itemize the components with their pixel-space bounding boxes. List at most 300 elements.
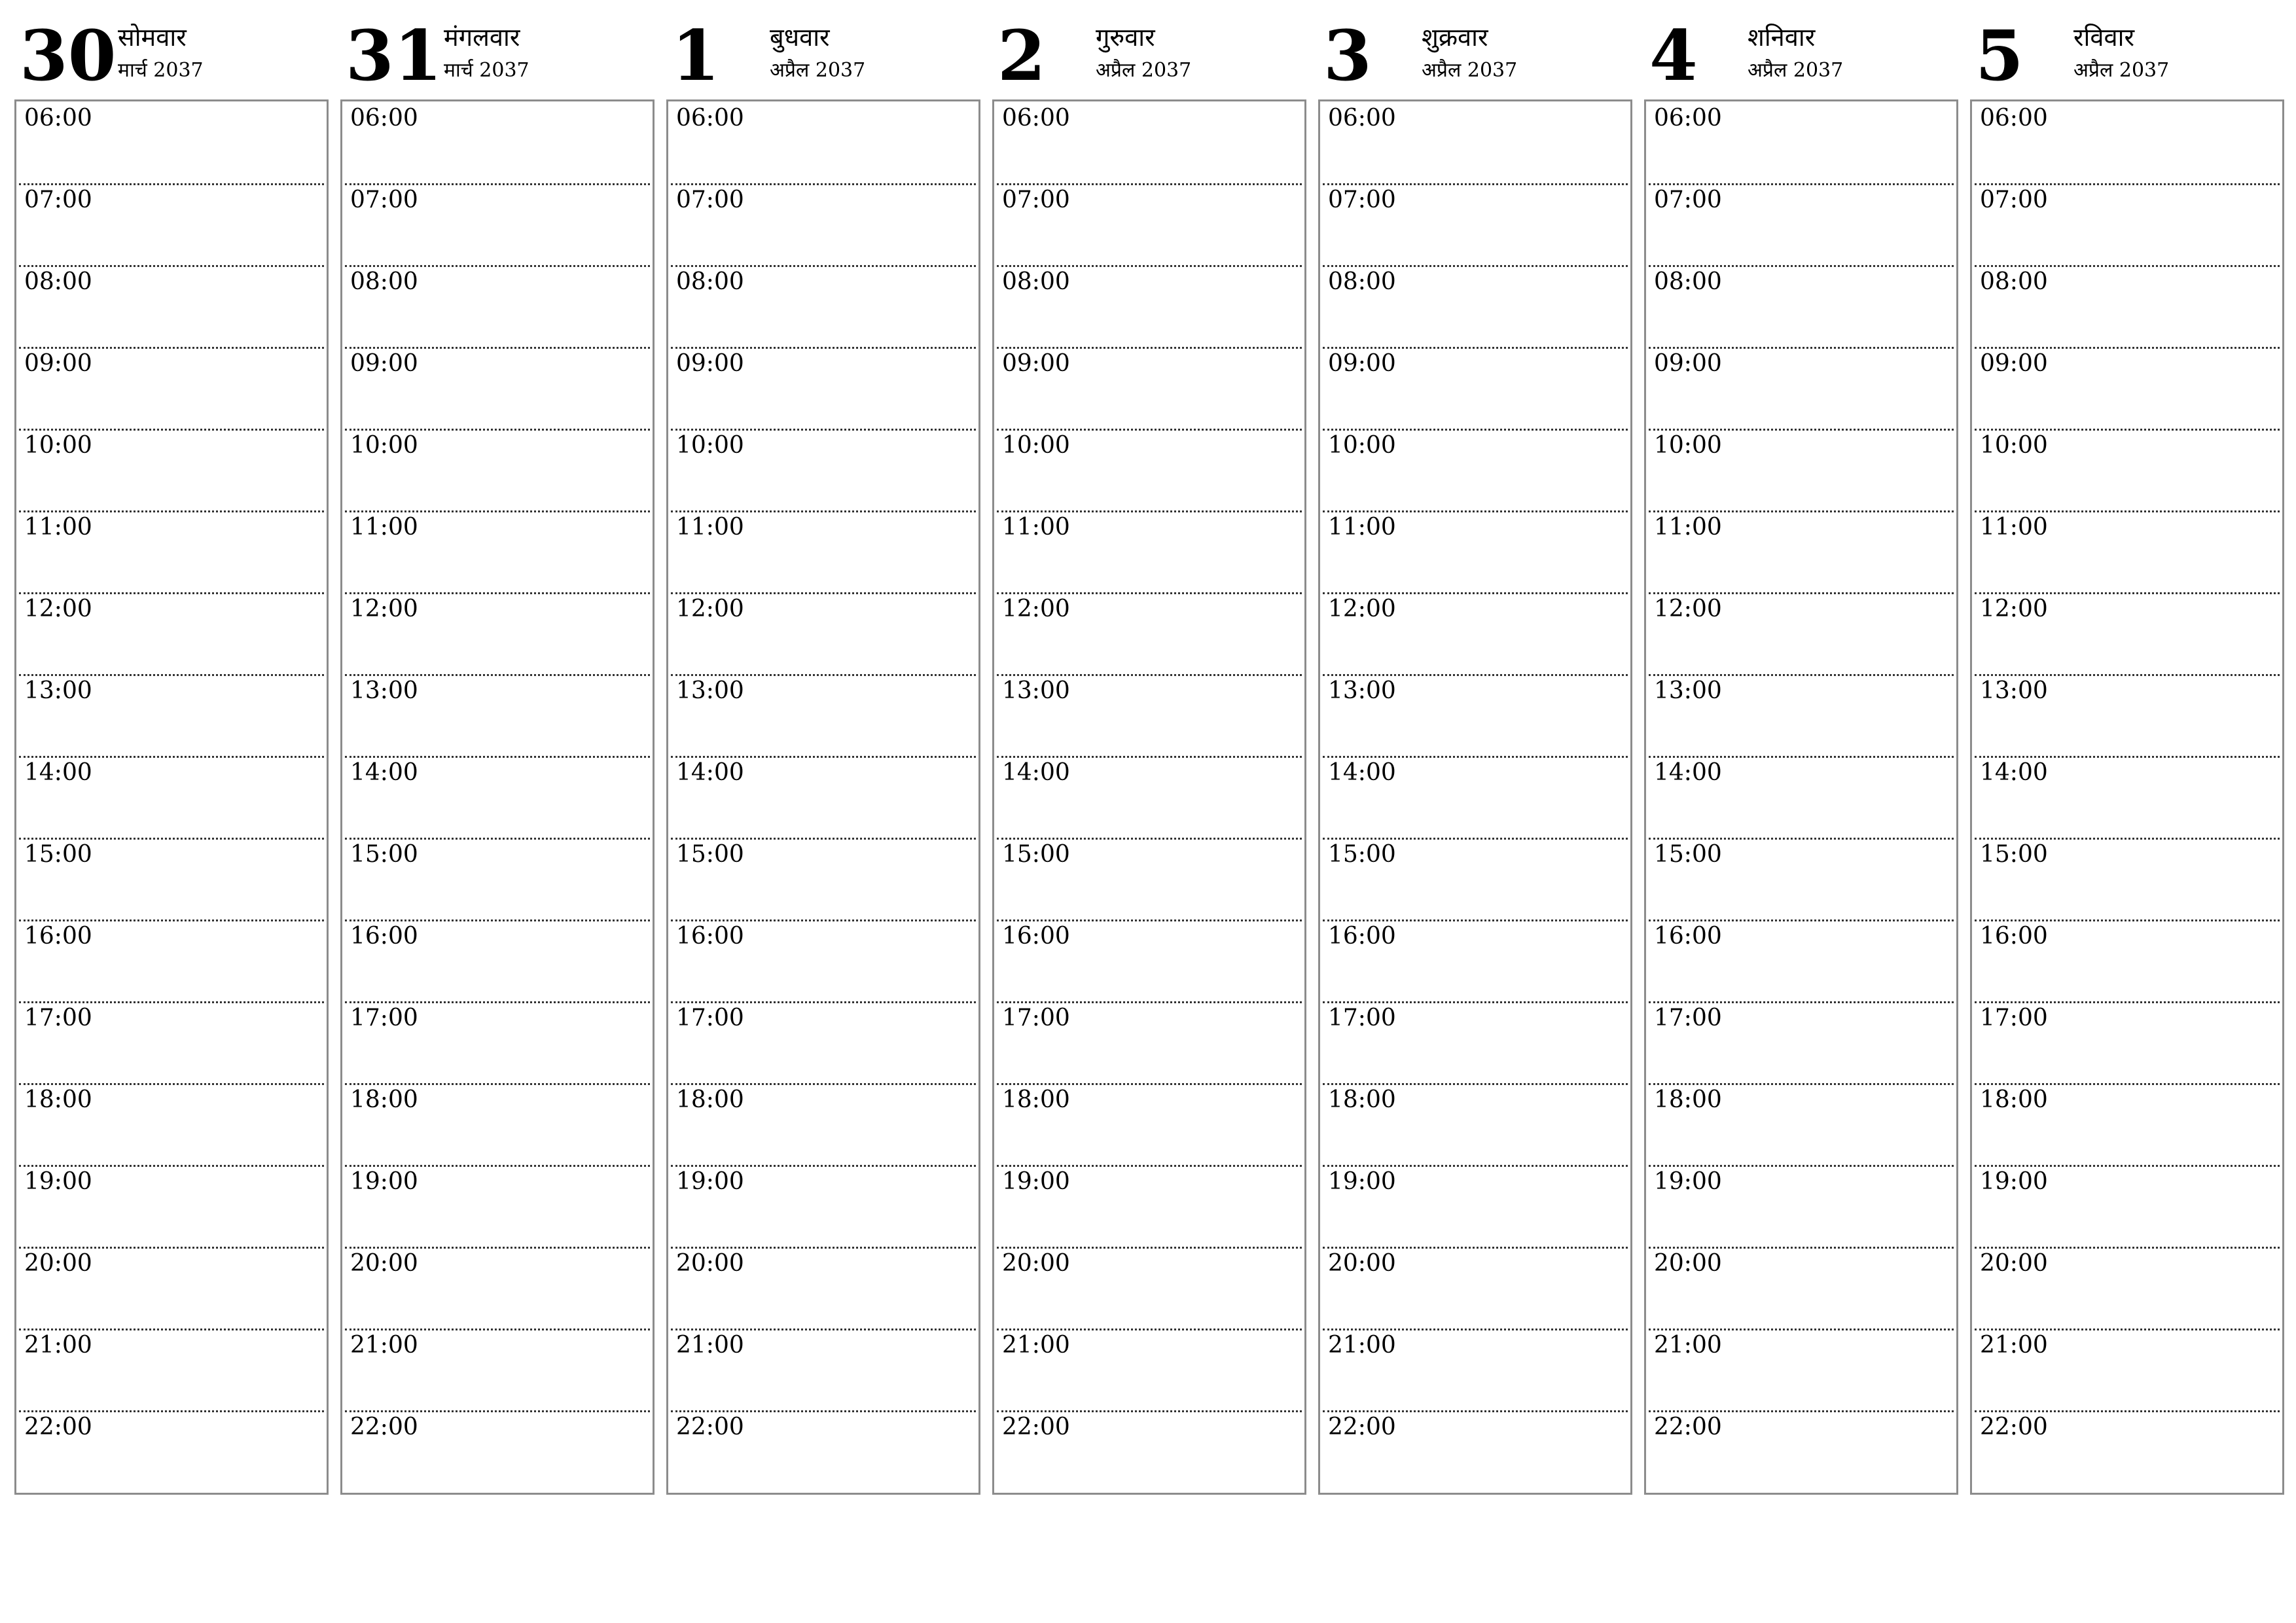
time-slot[interactable] (668, 1329, 978, 1410)
slot-time-label: 14:00 (676, 759, 744, 786)
time-slot[interactable] (1646, 265, 1956, 347)
time-slot[interactable] (668, 838, 978, 919)
slot-divider (1323, 1247, 1628, 1249)
time-slot[interactable] (994, 1247, 1304, 1329)
time-slot[interactable] (16, 510, 327, 592)
time-slot[interactable] (994, 183, 1304, 265)
time-slot[interactable] (342, 1083, 653, 1165)
slot-time-label: 09:00 (350, 350, 418, 377)
slot-time-label: 07:00 (1002, 187, 1070, 213)
time-slot[interactable] (16, 1083, 327, 1165)
slot-time-label: 21:00 (1002, 1332, 1070, 1359)
slot-time-label: 09:00 (1002, 350, 1070, 377)
slot-time-label: 18:00 (350, 1086, 418, 1113)
time-slot[interactable] (1972, 592, 2282, 674)
slot-time-label: 18:00 (676, 1086, 744, 1113)
day-number: 5 (1975, 14, 2024, 96)
time-slot[interactable] (668, 674, 978, 756)
slot-time-label: 18:00 (24, 1086, 92, 1113)
slot-time-label: 07:00 (1654, 187, 1722, 213)
time-slot[interactable] (1972, 265, 2282, 347)
slot-time-label: 06:00 (24, 105, 92, 132)
slot-time-label: 06:00 (1328, 105, 1396, 132)
slot-divider (997, 919, 1302, 921)
time-slot[interactable] (1320, 919, 1630, 1001)
day-header (14, 0, 327, 98)
time-slot[interactable] (994, 1165, 1304, 1247)
slot-divider (671, 1165, 976, 1167)
time-slot[interactable] (1320, 674, 1630, 756)
slot-divider (1649, 429, 1954, 431)
slot-time-label: 12:00 (1328, 596, 1396, 622)
slot-divider (671, 1329, 976, 1330)
time-slot[interactable] (1646, 756, 1956, 838)
time-slot[interactable] (1972, 101, 2282, 183)
day-column (1318, 0, 1631, 1505)
slot-time-label: 17:00 (24, 1005, 92, 1031)
slot-divider (1323, 674, 1628, 676)
slot-divider (345, 1329, 650, 1330)
time-slot[interactable] (342, 265, 653, 347)
time-slot[interactable] (1320, 265, 1630, 347)
slot-divider (345, 1083, 650, 1085)
time-slot[interactable] (1646, 1083, 1956, 1165)
time-slot[interactable] (1646, 429, 1956, 510)
slot-divider (345, 429, 650, 431)
day-number: 3 (1323, 14, 1372, 96)
slot-time-label: 06:00 (1980, 105, 2048, 132)
slot-divider (997, 1410, 1302, 1412)
slot-time-label: 07:00 (350, 187, 418, 213)
day-number: 31 (346, 14, 442, 96)
slot-time-label: 09:00 (676, 350, 744, 377)
slot-time-label: 09:00 (1328, 350, 1396, 377)
weekly-planner (14, 0, 2284, 1505)
slot-divider (1649, 756, 1954, 758)
day-schedule-box (340, 99, 655, 1495)
time-slot[interactable] (1972, 183, 2282, 265)
time-slot[interactable] (1646, 1165, 1956, 1247)
slot-divider (345, 1001, 650, 1003)
slot-divider (671, 1410, 976, 1412)
slot-divider (671, 1083, 976, 1085)
time-slot[interactable] (1646, 674, 1956, 756)
slot-divider (1323, 592, 1628, 594)
time-slot[interactable] (1972, 1165, 2282, 1247)
day-month-year: अप्रैल 2037 (1422, 59, 1518, 82)
day-header (666, 0, 979, 98)
time-slot[interactable] (1646, 838, 1956, 919)
slot-divider (1323, 183, 1628, 185)
time-slot[interactable] (1320, 1410, 1630, 1492)
slot-divider (997, 510, 1302, 512)
day-weekday: शुक्रवार (1422, 23, 1488, 52)
day-schedule-box (1970, 99, 2284, 1495)
time-slot[interactable] (16, 183, 327, 265)
slot-time-label: 16:00 (1980, 923, 2048, 950)
slot-divider (671, 265, 976, 267)
slot-divider (1323, 1001, 1628, 1003)
slot-divider (345, 756, 650, 758)
time-slot[interactable] (342, 183, 653, 265)
slot-divider (1975, 674, 2280, 676)
slot-divider (997, 429, 1302, 431)
slot-time-label: 11:00 (24, 514, 92, 541)
day-number: 4 (1649, 14, 1698, 96)
time-slot[interactable] (1646, 347, 1956, 429)
slot-time-label: 22:00 (1328, 1414, 1396, 1440)
time-slot[interactable] (342, 1329, 653, 1410)
slot-time-label: 13:00 (1002, 677, 1070, 704)
time-slot[interactable] (1646, 1410, 1956, 1492)
slot-time-label: 20:00 (1654, 1250, 1722, 1277)
time-slot[interactable] (668, 1247, 978, 1329)
slot-time-label: 17:00 (350, 1005, 418, 1031)
time-slot[interactable] (1320, 347, 1630, 429)
slot-divider (345, 1410, 650, 1412)
time-slot[interactable] (1646, 101, 1956, 183)
slot-divider (1975, 919, 2280, 921)
time-slot[interactable] (994, 838, 1304, 919)
time-slot[interactable] (1972, 1247, 2282, 1329)
time-slot[interactable] (668, 919, 978, 1001)
slot-time-label: 18:00 (1002, 1086, 1070, 1113)
time-slot[interactable] (1646, 510, 1956, 592)
time-slot[interactable] (668, 429, 978, 510)
time-slot[interactable] (1320, 510, 1630, 592)
slot-time-label: 13:00 (1980, 677, 2048, 704)
slot-time-label: 08:00 (1654, 268, 1722, 295)
slot-divider (345, 265, 650, 267)
day-column (992, 0, 1305, 1505)
time-slot[interactable] (668, 265, 978, 347)
slot-divider (19, 838, 324, 840)
slot-divider (19, 347, 324, 349)
time-slot[interactable] (1972, 1001, 2282, 1083)
slot-divider (997, 1083, 1302, 1085)
slot-divider (19, 183, 324, 185)
slot-time-label: 17:00 (1980, 1005, 2048, 1031)
day-weekday: बुधवार (770, 23, 830, 52)
slot-time-label: 20:00 (676, 1250, 744, 1277)
slot-time-label: 10:00 (1654, 432, 1722, 459)
slot-divider (671, 919, 976, 921)
slot-time-label: 16:00 (350, 923, 418, 950)
slot-divider (19, 1165, 324, 1167)
slot-divider (997, 592, 1302, 594)
slot-time-label: 21:00 (24, 1332, 92, 1359)
slot-time-label: 20:00 (1002, 1250, 1070, 1277)
slot-time-label: 12:00 (1980, 596, 2048, 622)
day-header (1318, 0, 1631, 98)
time-slot[interactable] (342, 1165, 653, 1247)
slot-divider (1323, 756, 1628, 758)
slot-time-label: 19:00 (676, 1168, 744, 1195)
time-slot[interactable] (1972, 510, 2282, 592)
slot-divider (997, 347, 1302, 349)
slot-time-label: 19:00 (24, 1168, 92, 1195)
slot-time-label: 13:00 (350, 677, 418, 704)
slot-divider (1649, 510, 1954, 512)
time-slot[interactable] (16, 347, 327, 429)
slot-divider (997, 756, 1302, 758)
slot-time-label: 14:00 (350, 759, 418, 786)
slot-time-label: 20:00 (24, 1250, 92, 1277)
slot-divider (345, 674, 650, 676)
time-slot[interactable] (668, 592, 978, 674)
time-slot[interactable] (668, 347, 978, 429)
slot-divider (1975, 756, 2280, 758)
time-slot[interactable] (994, 429, 1304, 510)
time-slot[interactable] (994, 1410, 1304, 1492)
slot-time-label: 21:00 (676, 1332, 744, 1359)
time-slot[interactable] (994, 919, 1304, 1001)
slot-divider (1975, 838, 2280, 840)
slot-time-label: 07:00 (1980, 187, 2048, 213)
time-slot[interactable] (342, 674, 653, 756)
time-slot[interactable] (1320, 183, 1630, 265)
time-slot[interactable] (342, 756, 653, 838)
time-slot[interactable] (342, 347, 653, 429)
time-slot[interactable] (16, 1001, 327, 1083)
slot-time-label: 19:00 (1980, 1168, 2048, 1195)
time-slot[interactable] (342, 919, 653, 1001)
slot-time-label: 08:00 (1980, 268, 2048, 295)
slot-divider (19, 756, 324, 758)
time-slot[interactable] (1972, 838, 2282, 919)
slot-time-label: 06:00 (1002, 105, 1070, 132)
time-slot[interactable] (994, 1329, 1304, 1410)
time-slot[interactable] (16, 1247, 327, 1329)
slot-time-label: 11:00 (1328, 514, 1396, 541)
time-slot[interactable] (668, 1083, 978, 1165)
slot-time-label: 10:00 (676, 432, 744, 459)
slot-divider (1975, 510, 2280, 512)
slot-divider (1649, 183, 1954, 185)
time-slot[interactable] (1646, 1001, 1956, 1083)
time-slot[interactable] (994, 674, 1304, 756)
time-slot[interactable] (342, 1410, 653, 1492)
time-slot[interactable] (1320, 838, 1630, 919)
time-slot[interactable] (342, 1247, 653, 1329)
day-weekday: रविवार (2073, 23, 2135, 52)
slot-time-label: 22:00 (1654, 1414, 1722, 1440)
slot-time-label: 17:00 (676, 1005, 744, 1031)
slot-time-label: 16:00 (1002, 923, 1070, 950)
slot-time-label: 15:00 (1980, 841, 2048, 868)
time-slot[interactable] (1972, 347, 2282, 429)
time-slot[interactable] (16, 756, 327, 838)
slot-divider (1649, 838, 1954, 840)
slot-time-label: 12:00 (350, 596, 418, 622)
time-slot[interactable] (668, 510, 978, 592)
slot-time-label: 20:00 (1980, 1250, 2048, 1277)
slot-divider (1649, 347, 1954, 349)
time-slot[interactable] (342, 101, 653, 183)
slot-divider (345, 1247, 650, 1249)
time-slot[interactable] (1320, 592, 1630, 674)
slot-divider (671, 756, 976, 758)
slot-time-label: 15:00 (24, 841, 92, 868)
time-slot[interactable] (994, 1001, 1304, 1083)
time-slot[interactable] (1646, 919, 1956, 1001)
time-slot[interactable] (1646, 592, 1956, 674)
time-slot[interactable] (1646, 1329, 1956, 1410)
slot-time-label: 22:00 (1980, 1414, 2048, 1440)
day-schedule-box (666, 99, 980, 1495)
day-column (1970, 0, 2283, 1505)
slot-time-label: 08:00 (350, 268, 418, 295)
slot-divider (1975, 429, 2280, 431)
time-slot[interactable] (1320, 756, 1630, 838)
slot-time-label: 11:00 (676, 514, 744, 541)
slot-divider (1975, 1001, 2280, 1003)
slot-divider (1649, 1083, 1954, 1085)
slot-divider (345, 838, 650, 840)
time-slot[interactable] (994, 756, 1304, 838)
slot-time-label: 16:00 (676, 923, 744, 950)
day-schedule-box (1318, 99, 1632, 1495)
time-slot[interactable] (1972, 756, 2282, 838)
slot-divider (1323, 1083, 1628, 1085)
time-slot[interactable] (16, 1329, 327, 1410)
slot-divider (19, 1247, 324, 1249)
time-slot[interactable] (342, 838, 653, 919)
slot-divider (1323, 265, 1628, 267)
slot-divider (1323, 919, 1628, 921)
time-slot[interactable] (1972, 674, 2282, 756)
slot-time-label: 08:00 (676, 268, 744, 295)
time-slot[interactable] (1320, 1247, 1630, 1329)
time-slot[interactable] (1320, 1083, 1630, 1165)
time-slot[interactable] (16, 674, 327, 756)
time-slot[interactable] (994, 1083, 1304, 1165)
slot-time-label: 06:00 (1654, 105, 1722, 132)
slot-divider (997, 1165, 1302, 1167)
day-number: 1 (672, 14, 720, 96)
day-weekday: सोमवार (118, 23, 187, 52)
slot-divider (1323, 1410, 1628, 1412)
time-slot[interactable] (1646, 1247, 1956, 1329)
day-month-year: अप्रैल 2037 (2073, 59, 2170, 82)
time-slot[interactable] (342, 429, 653, 510)
slot-divider (19, 265, 324, 267)
slot-divider (671, 347, 976, 349)
slot-divider (671, 510, 976, 512)
slot-divider (1975, 347, 2280, 349)
time-slot[interactable] (1320, 1165, 1630, 1247)
day-header (340, 0, 653, 98)
day-schedule-box (1644, 99, 1958, 1495)
time-slot[interactable] (16, 1165, 327, 1247)
slot-time-label: 12:00 (1654, 596, 1722, 622)
time-slot[interactable] (1320, 429, 1630, 510)
slot-time-label: 21:00 (1980, 1332, 2048, 1359)
time-slot[interactable] (342, 510, 653, 592)
slot-divider (1975, 265, 2280, 267)
slot-time-label: 12:00 (1002, 596, 1070, 622)
time-slot[interactable] (1320, 1001, 1630, 1083)
day-schedule-box (992, 99, 1306, 1495)
slot-time-label: 07:00 (676, 187, 744, 213)
time-slot[interactable] (994, 347, 1304, 429)
time-slot[interactable] (1646, 183, 1956, 265)
slot-time-label: 10:00 (350, 432, 418, 459)
slot-divider (1649, 1329, 1954, 1330)
slot-divider (1975, 1329, 2280, 1330)
time-slot[interactable] (16, 838, 327, 919)
slot-divider (1975, 1165, 2280, 1167)
slot-time-label: 18:00 (1980, 1086, 2048, 1113)
slot-time-label: 15:00 (1002, 841, 1070, 868)
time-slot[interactable] (342, 592, 653, 674)
time-slot[interactable] (16, 265, 327, 347)
slot-divider (1975, 1083, 2280, 1085)
time-slot[interactable] (994, 510, 1304, 592)
day-month-year: अप्रैल 2037 (1096, 59, 1192, 82)
time-slot[interactable] (16, 429, 327, 510)
time-slot[interactable] (16, 1410, 327, 1492)
slot-divider (997, 265, 1302, 267)
time-slot[interactable] (1972, 919, 2282, 1001)
time-slot[interactable] (668, 183, 978, 265)
slot-time-label: 19:00 (1654, 1168, 1722, 1195)
slot-divider (19, 919, 324, 921)
time-slot[interactable] (668, 1001, 978, 1083)
day-weekday: गुरुवार (1096, 23, 1155, 52)
time-slot[interactable] (1972, 1083, 2282, 1165)
time-slot[interactable] (994, 265, 1304, 347)
slot-time-label: 16:00 (1654, 923, 1722, 950)
slot-divider (19, 1083, 324, 1085)
slot-divider (671, 183, 976, 185)
slot-time-label: 08:00 (1002, 268, 1070, 295)
time-slot[interactable] (668, 1165, 978, 1247)
day-column (14, 0, 327, 1505)
time-slot[interactable] (1972, 1329, 2282, 1410)
slot-divider (671, 592, 976, 594)
slot-divider (1649, 592, 1954, 594)
time-slot[interactable] (16, 101, 327, 183)
slot-time-label: 21:00 (1654, 1332, 1722, 1359)
slot-divider (19, 1001, 324, 1003)
time-slot[interactable] (1972, 1410, 2282, 1492)
slot-divider (1323, 1165, 1628, 1167)
time-slot[interactable] (668, 1410, 978, 1492)
time-slot[interactable] (668, 756, 978, 838)
time-slot[interactable] (342, 1001, 653, 1083)
time-slot[interactable] (668, 101, 978, 183)
slot-divider (1975, 592, 2280, 594)
day-column (1644, 0, 1957, 1505)
slot-divider (1323, 1329, 1628, 1330)
time-slot[interactable] (994, 101, 1304, 183)
time-slot[interactable] (16, 592, 327, 674)
slot-time-label: 06:00 (350, 105, 418, 132)
slot-time-label: 13:00 (1328, 677, 1396, 704)
slot-time-label: 21:00 (1328, 1332, 1396, 1359)
slot-time-label: 21:00 (350, 1332, 418, 1359)
time-slot[interactable] (1320, 1329, 1630, 1410)
time-slot[interactable] (1320, 101, 1630, 183)
slot-time-label: 11:00 (1980, 514, 2048, 541)
time-slot[interactable] (16, 919, 327, 1001)
slot-time-label: 15:00 (350, 841, 418, 868)
time-slot[interactable] (1972, 429, 2282, 510)
day-number: 30 (20, 14, 117, 96)
time-slot[interactable] (994, 592, 1304, 674)
slot-time-label: 14:00 (1002, 759, 1070, 786)
